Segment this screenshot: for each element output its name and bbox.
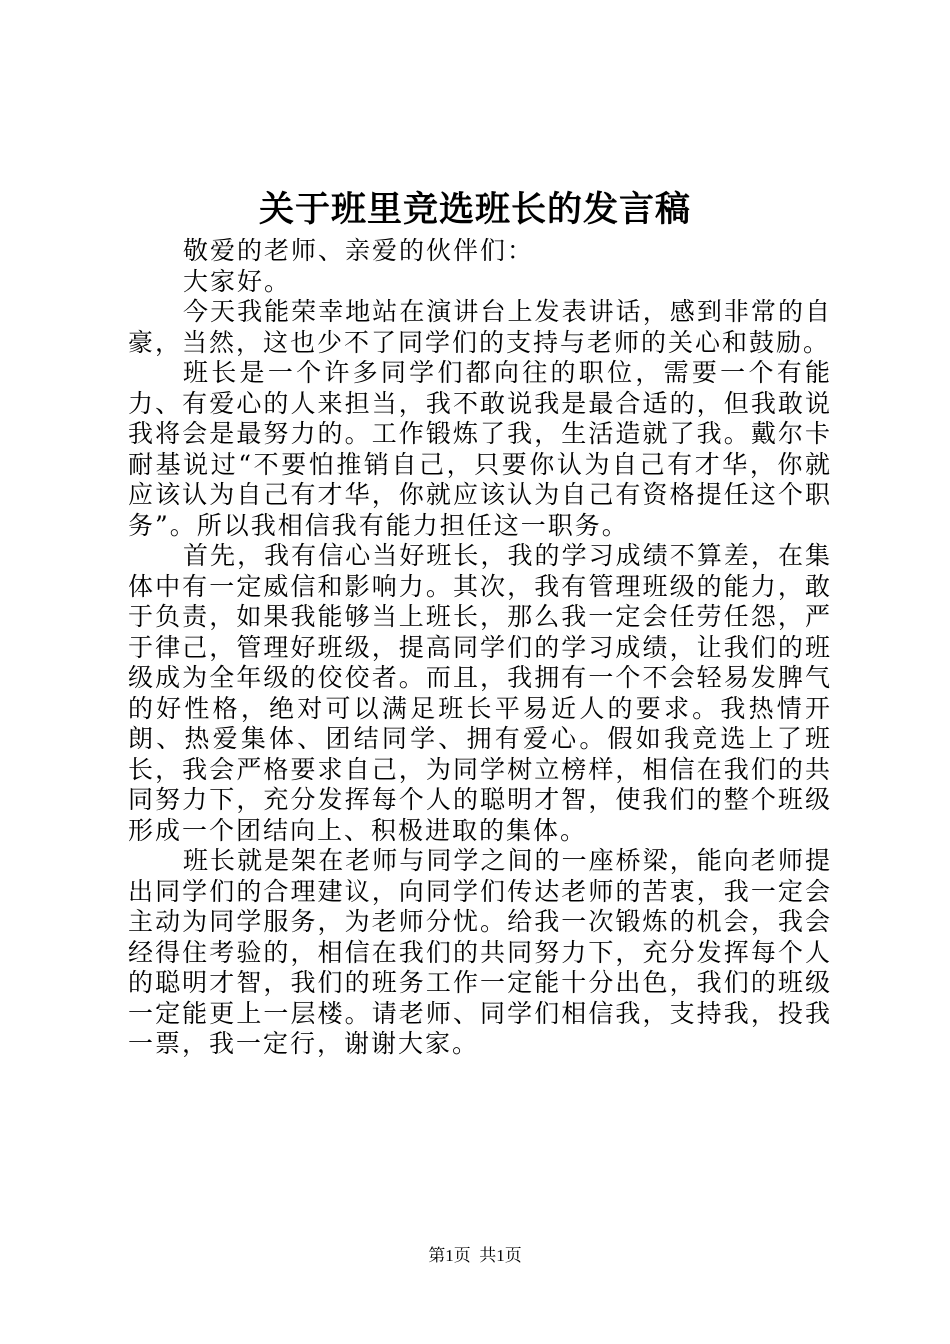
paragraph-1: 今天我能荣幸地站在演讲台上发表讲话，感到非常的自豪，当然，这也少不了同学们的支持与老师的关心和鼓励。 xyxy=(128,297,832,357)
page-number: 第1页 共1页 xyxy=(428,1246,522,1265)
document-body xyxy=(128,236,832,1060)
paragraph-4: 班长就是架在老师与同学之间的一座桥梁，能向老师提出同学们的合理建议，向同学们传达老师的苦衷，我一定会主动为同学服务，为老师分忧。给我一次锻炼的机会，我会经得住考验的，相信在我们的共同努力下，充分发挥每个人的聪明才智，我们的班务工作一定能十分出色，我们的班级一定能更上一层楼。请老师、同学们相信我，支持我，投我一票，我一定行，谢谢大家。 xyxy=(128,846,832,1058)
greeting: 大家好。 xyxy=(183,266,292,296)
page-footer xyxy=(0,1244,950,1268)
paragraph-2: 班长是一个许多同学们都向往的职位，需要一个有能力、有爱心的人来担当，我不敢说我是最合适的，但我敢说我将会是最努力的。工作锻炼了我，生活造就了我。戴尔卡耐基说过“不要怕推销自己，只要你认为自己有才华，你就应该认为自己有才华，你就应该认为自己有资格提任这个职务”。所以我相信我有能力担任这一职务。 xyxy=(128,358,832,540)
salutation: 敬爱的老师、亲爱的伙伴们： xyxy=(183,236,535,265)
paragraph-3: 首先，我有信心当好班长，我的学习成绩不算差，在集体中有一定威信和影响力。其次，我有管理班级的能力，敢于负责，如果我能够当上班长，那么我一定会任劳任怨，严于律己，管理好班级，提高同学们的学习成绩，让我们的班级成为全年级的佼佼者。而且，我拥有一个不会轻易发脾气的好性格，绝对可以满足班长平易近人的要求。我热情开朗、热爱集体、团结同学、拥有爱心。假如我竞选上了班长，我会严格要求自己，为同学树立榜样，相信在我们的共同努力下，充分发挥每个人的聪明才智，使我们的整个班级形成一个团结向上、积极进取的集体。 xyxy=(128,541,832,845)
document-title: 关于班里竞选班长的发言稿 xyxy=(258,189,691,230)
